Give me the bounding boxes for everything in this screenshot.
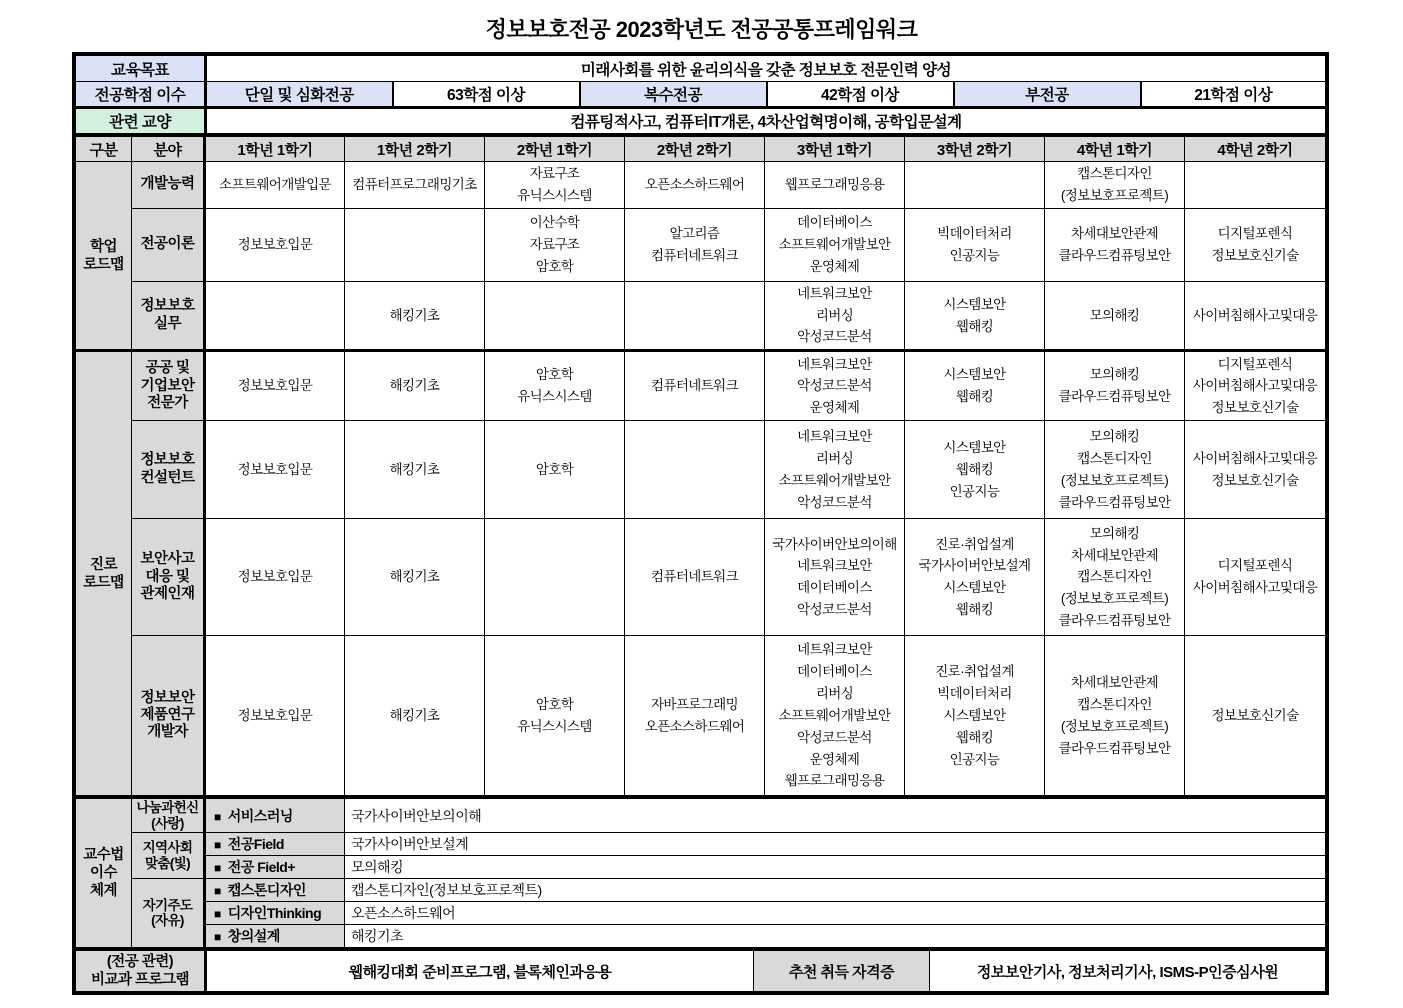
pedagogy-course: 모의해킹 (345, 856, 1326, 879)
course-cell (205, 281, 345, 351)
major-credits-label: 전공학점 이수 (76, 82, 206, 108)
table-row (76, 833, 1326, 856)
pedagogy-category: 나눔과헌신 (사랑) (132, 798, 205, 833)
liberal-arts-row (76, 108, 1326, 134)
header-y1s2: 1학년 2학기 (345, 136, 485, 162)
education-goal-value: 미래사회를 위한 윤리의식을 갖춘 정보보호 전문인력 양성 (206, 56, 1326, 82)
course-cell: 해킹기초 (345, 636, 485, 796)
field-label: 정보보호 실무 (132, 281, 205, 351)
pedagogy-course: 국가사이버안보설계 (345, 833, 1326, 856)
course-cell: 모의해킹 차세대보안관제 캡스톤디자인 (정보보호프로젝트) 클라우드컴퓨팅보안 (1045, 519, 1185, 636)
course-cell: 차세대보안관제 캡스톤디자인 (정보보호프로젝트) 클라우드컴퓨팅보안 (1045, 636, 1185, 796)
extracurricular-programs: 웹해킹대회 준비프로그램, 블록체인과응용 (206, 950, 754, 992)
header-y3s2: 3학년 2학기 (905, 136, 1045, 162)
course-cell (1185, 162, 1326, 209)
course-cell: 네트워크보안 데이터베이스 리버싱 소프트웨어개발보안 악성코드분석 운영체제 웹프로그래밍응용 (765, 636, 905, 796)
pedagogy-category: 지역사회 맞춤(빛) (132, 833, 205, 879)
field-label: 공공 및 기업보안 전문가 (132, 351, 205, 421)
course-cell: 해킹기초 (345, 281, 485, 351)
course-cell (345, 208, 485, 281)
course-cell: 모의해킹 캡스톤디자인 (정보보호프로젝트) 클라우드컴퓨팅보안 (1045, 421, 1185, 519)
pedagogy-item-label: 전공 Field+ (227, 859, 296, 876)
course-cell: 정보보호입문 (205, 351, 345, 421)
pedagogy-item-label: 디자인Thinking (227, 905, 322, 922)
header-y2s2: 2학년 2학기 (625, 136, 765, 162)
course-cell (905, 162, 1045, 209)
grid-header-row (76, 136, 1326, 162)
course-cell: 컴퓨터네트워크 (625, 351, 765, 421)
curriculum-framework-table (72, 52, 1329, 995)
pedagogy-item-label: 캡스톤디자인 (227, 882, 306, 899)
course-cell: 정보보호입문 (205, 519, 345, 636)
course-cell: 오픈소스하드웨어 (625, 162, 765, 209)
credit-value-single: 63학점 이상 (393, 82, 580, 108)
course-cell: 사이버침해사고및대응 정보보호신기술 (1185, 421, 1326, 519)
header-y4s1: 4학년 1학기 (1045, 136, 1185, 162)
pedagogy-item (205, 833, 345, 856)
course-cell: 자료구조 유닉스시스템 (485, 162, 625, 209)
pedagogy-item (205, 879, 345, 902)
header-gubun: 구분 (76, 136, 132, 162)
square-bullet-icon: ■ (214, 930, 221, 945)
course-cell: 모의해킹 (1045, 281, 1185, 351)
course-cell: 시스템보안 웹해킹 인공지능 (905, 421, 1045, 519)
table-row (76, 925, 1326, 948)
course-cell: 네트워크보안 리버싱 소프트웨어개발보안 악성코드분석 (765, 421, 905, 519)
pedagogy-item (205, 856, 345, 879)
field-label: 정보보안 제품연구 개발자 (132, 636, 205, 796)
education-goal-row (76, 56, 1326, 82)
table-row (76, 208, 1326, 281)
course-cell: 모의해킹 클라우드컴퓨팅보안 (1045, 351, 1185, 421)
course-cell: 디지털포렌식 사이버침해사고및대응 (1185, 519, 1326, 636)
section-label-academic-roadmap: 학업 로드맵 (76, 162, 132, 351)
table-row (76, 519, 1326, 636)
course-cell (485, 281, 625, 351)
course-cell: 국가사이버안보의이해 네트워크보안 데이터베이스 악성코드분석 (765, 519, 905, 636)
course-cell: 암호학 (485, 421, 625, 519)
course-cell: 캡스톤디자인 (정보보호프로젝트) (1045, 162, 1185, 209)
course-cell: 시스템보안 웹해킹 (905, 351, 1045, 421)
header-y4s2: 4학년 2학기 (1185, 136, 1326, 162)
course-cell: 디지털포렌식 정보보호신기술 (1185, 208, 1326, 281)
course-cell: 이산수학 자료구조 암호학 (485, 208, 625, 281)
credit-type-double: 복수전공 (580, 82, 767, 108)
header-y3s1: 3학년 1학기 (765, 136, 905, 162)
credit-value-double: 42학점 이상 (767, 82, 954, 108)
education-goal-label: 교육목표 (76, 56, 206, 82)
table-row (76, 281, 1326, 351)
field-label: 개발능력 (132, 162, 205, 209)
extracurricular-label: (전공 관련) 비교과 프로그램 (76, 950, 206, 992)
course-cell: 해킹기초 (345, 519, 485, 636)
credit-type-minor: 부전공 (954, 82, 1141, 108)
top-info-table (75, 55, 1326, 134)
course-cell: 알고리즘 컴퓨터네트워크 (625, 208, 765, 281)
page-title: 정보보호전공 2023학년도 전공공통프레임워크 (485, 17, 918, 42)
liberal-arts-value: 컴퓨팅적사고, 컴퓨터IT개론, 4차산업혁명이해, 공학입문설계 (206, 108, 1326, 134)
table-row (76, 351, 1326, 421)
table-row (76, 856, 1326, 879)
course-cell: 시스템보안 웹해킹 (905, 281, 1045, 351)
course-cell: 자바프로그래밍 오픈소스하드웨어 (625, 636, 765, 796)
course-cell: 정보보호입문 (205, 636, 345, 796)
course-cell (625, 281, 765, 351)
recommended-certs-label: 추천 취득 자격증 (754, 950, 930, 992)
pedagogy-item-label: 창의설계 (227, 928, 280, 945)
field-label: 보안사고 대응 및 관제인재 (132, 519, 205, 636)
course-cell (625, 421, 765, 519)
table-row (76, 421, 1326, 519)
course-cell: 암호학 유닉스시스템 (485, 636, 625, 796)
course-cell: 빅데이터처리 인공지능 (905, 208, 1045, 281)
course-cell: 정보보호신기술 (1185, 636, 1326, 796)
pedagogy-item-label: 전공Field (227, 836, 284, 853)
course-cell: 해킹기초 (345, 351, 485, 421)
recommended-certs-value: 정보보안기사, 정보처리기사, ISMS-P인증심사원 (930, 950, 1326, 992)
table-row (76, 798, 1326, 833)
square-bullet-icon: ■ (214, 861, 221, 876)
roadmap-table (75, 134, 1326, 796)
pedagogy-item (205, 902, 345, 925)
pedagogy-course: 국가사이버안보의이해 (345, 798, 1326, 833)
pedagogy-course: 오픈소스하드웨어 (345, 902, 1326, 925)
course-cell: 차세대보안관제 클라우드컴퓨팅보안 (1045, 208, 1185, 281)
square-bullet-icon: ■ (214, 838, 221, 853)
course-cell: 네트워크보안 악성코드분석 운영체제 (765, 351, 905, 421)
pedagogy-table (75, 796, 1326, 948)
course-cell: 정보보호입문 (205, 208, 345, 281)
course-cell: 정보보호입문 (205, 421, 345, 519)
pedagogy-category: 자기주도 (자유) (132, 879, 205, 948)
section-label-pedagogy: 교수법 이수 체계 (76, 798, 132, 948)
course-cell: 해킹기초 (345, 421, 485, 519)
credit-value-minor: 21학점 이상 (1141, 82, 1326, 108)
header-field: 분야 (132, 136, 205, 162)
table-row (76, 879, 1326, 902)
course-cell: 웹프로그래밍응용 (765, 162, 905, 209)
course-cell: 진로·취업설계 빅데이터처리 시스템보안 웹해킹 인공지능 (905, 636, 1045, 796)
square-bullet-icon: ■ (214, 884, 221, 899)
table-row (76, 636, 1326, 796)
pedagogy-course: 해킹기초 (345, 925, 1326, 948)
course-cell: 진로·취업설계 국가사이버안보설계 시스템보안 웹해킹 (905, 519, 1045, 636)
extracurricular-row (76, 950, 1326, 992)
course-cell: 디지털포렌식 사이버침해사고및대응 정보보호신기술 (1185, 351, 1326, 421)
section-label-career-roadmap: 진로 로드맵 (76, 351, 132, 796)
field-label: 전공이론 (132, 208, 205, 281)
course-cell (485, 519, 625, 636)
pedagogy-item (205, 798, 345, 833)
square-bullet-icon: ■ (214, 809, 221, 824)
course-cell: 네트워크보안 리버싱 악성코드분석 (765, 281, 905, 351)
table-row (76, 902, 1326, 925)
field-label: 정보보호 컨설턴트 (132, 421, 205, 519)
pedagogy-item (205, 925, 345, 948)
course-cell: 컴퓨터프로그래밍기초 (345, 162, 485, 209)
major-credits-row (76, 82, 1326, 108)
credit-type-single: 단일 및 심화전공 (206, 82, 393, 108)
header-y1s1: 1학년 1학기 (205, 136, 345, 162)
course-cell: 컴퓨터네트워크 (625, 519, 765, 636)
pedagogy-course: 캡스톤디자인(정보보호프로젝트) (345, 879, 1326, 902)
table-row (76, 162, 1326, 209)
course-cell: 데이터베이스 소프트웨어개발보안 운영체제 (765, 208, 905, 281)
square-bullet-icon: ■ (214, 907, 221, 922)
course-cell: 암호학 유닉스시스템 (485, 351, 625, 421)
course-cell: 소프트웨어개발입문 (205, 162, 345, 209)
extracurricular-table (75, 948, 1326, 992)
pedagogy-item-label: 서비스러닝 (227, 807, 293, 824)
liberal-arts-label: 관련 교양 (76, 108, 206, 134)
header-y2s1: 2학년 1학기 (485, 136, 625, 162)
course-cell: 사이버침해사고및대응 (1185, 281, 1326, 351)
